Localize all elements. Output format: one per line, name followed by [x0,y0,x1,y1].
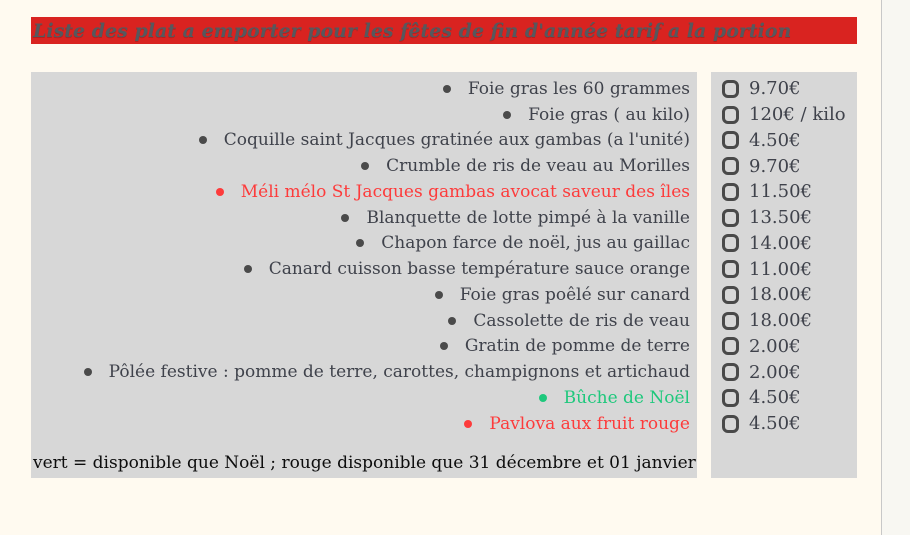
price-row [711,411,857,437]
price-row [711,102,857,128]
bullet-icon [199,136,207,144]
price-checkbox[interactable] [722,337,739,355]
price-checkbox[interactable] [722,260,739,278]
bullet-icon [503,111,511,119]
bullet-icon [216,188,224,196]
item-label: Coquille saint Jacques gratinée aux gambas (a l'unité) [223,130,690,151]
bullet-icon [443,85,451,93]
item-label: Foie gras les 60 grammes [467,78,690,99]
price-checkbox[interactable] [722,131,739,149]
bullet-icon [448,317,456,325]
bullet-icon [435,291,443,299]
price-label: 4.50€ [749,387,801,409]
price-checkbox[interactable] [722,415,739,433]
price-label: 120€ / kilo [749,104,846,126]
item-label: Chapon farce de noël, jus au gaillac [381,233,690,254]
price-checkbox[interactable] [722,106,739,124]
bullet-icon [356,239,364,247]
list-item [31,153,697,179]
list-item [31,231,697,257]
list-item [31,128,697,154]
list-item [31,334,697,360]
item-label: Canard cuisson basse température sauce orange [268,259,690,280]
price-label: 11.50€ [749,181,812,203]
price-checkbox[interactable] [722,157,739,175]
price-label: 4.50€ [749,129,801,151]
price-panel [711,72,857,478]
item-label: Gratin de pomme de terre [464,336,690,357]
item-label: Blanquette de lotte pimpé à la vanille [366,207,690,228]
list-item [31,385,697,411]
item-label: Foie gras ( au kilo) [528,104,690,125]
item-label: Crumble de ris de veau au Morilles [386,156,690,177]
bullet-icon [464,420,472,428]
price-label: 14.00€ [749,232,812,254]
page-title: Liste des plat a emporter pour les fêtes de fin d'année tarif a la portion [33,19,792,42]
menu-list [31,72,697,437]
bullet-icon [341,214,349,222]
header-banner [31,17,857,44]
price-label: 18.00€ [749,284,812,306]
price-row [711,128,857,154]
item-label: Foie gras poêlé sur canard [459,284,690,305]
menu-panel [31,72,697,478]
item-label: Cassolette de ris de veau [473,310,690,331]
bullet-icon [440,342,448,350]
list-item [31,282,697,308]
list-item [31,179,697,205]
price-label: 13.50€ [749,207,812,229]
price-label: 11.00€ [749,258,812,280]
price-row [711,231,857,257]
bullet-icon [244,265,252,273]
list-item [31,102,697,128]
item-label: Bûche de Noël [563,387,690,408]
price-checkbox[interactable] [722,286,739,304]
price-label: 18.00€ [749,310,812,332]
price-row [711,334,857,360]
legend-footnote: vert = disponible que Noël ; rouge disponible que 31 décembre et 01 janvier [33,453,696,473]
list-item [31,308,697,334]
price-row [711,76,857,102]
price-label: 9.70€ [749,155,801,177]
price-checkbox[interactable] [722,363,739,381]
list-item [31,359,697,385]
price-row [711,359,857,385]
list-item [31,256,697,282]
price-checkbox[interactable] [722,389,739,407]
price-row [711,205,857,231]
bullet-icon [84,368,92,376]
price-checkbox[interactable] [722,234,739,252]
price-list [711,72,857,437]
price-row [711,385,857,411]
price-row [711,179,857,205]
list-item [31,76,697,102]
price-checkbox[interactable] [722,183,739,201]
price-label: 2.00€ [749,361,801,383]
item-label: Pavlova aux fruit rouge [489,413,690,434]
list-item [31,205,697,231]
scrollbar-track[interactable] [881,0,910,535]
price-row [711,308,857,334]
price-row [711,282,857,308]
price-checkbox[interactable] [722,80,739,98]
bullet-icon [361,162,369,170]
price-row [711,256,857,282]
price-row [711,153,857,179]
bullet-icon [539,394,547,402]
price-label: 4.50€ [749,413,801,435]
list-item [31,411,697,437]
price-checkbox[interactable] [722,209,739,227]
item-label: Méli mélo St Jacques gambas avocat saveur des îles [240,181,690,202]
price-label: 2.00€ [749,335,801,357]
price-label: 9.70€ [749,78,801,100]
price-checkbox[interactable] [722,312,739,330]
item-label: Pôlée festive : pomme de terre, carottes, champignons et artichaud [108,362,690,383]
